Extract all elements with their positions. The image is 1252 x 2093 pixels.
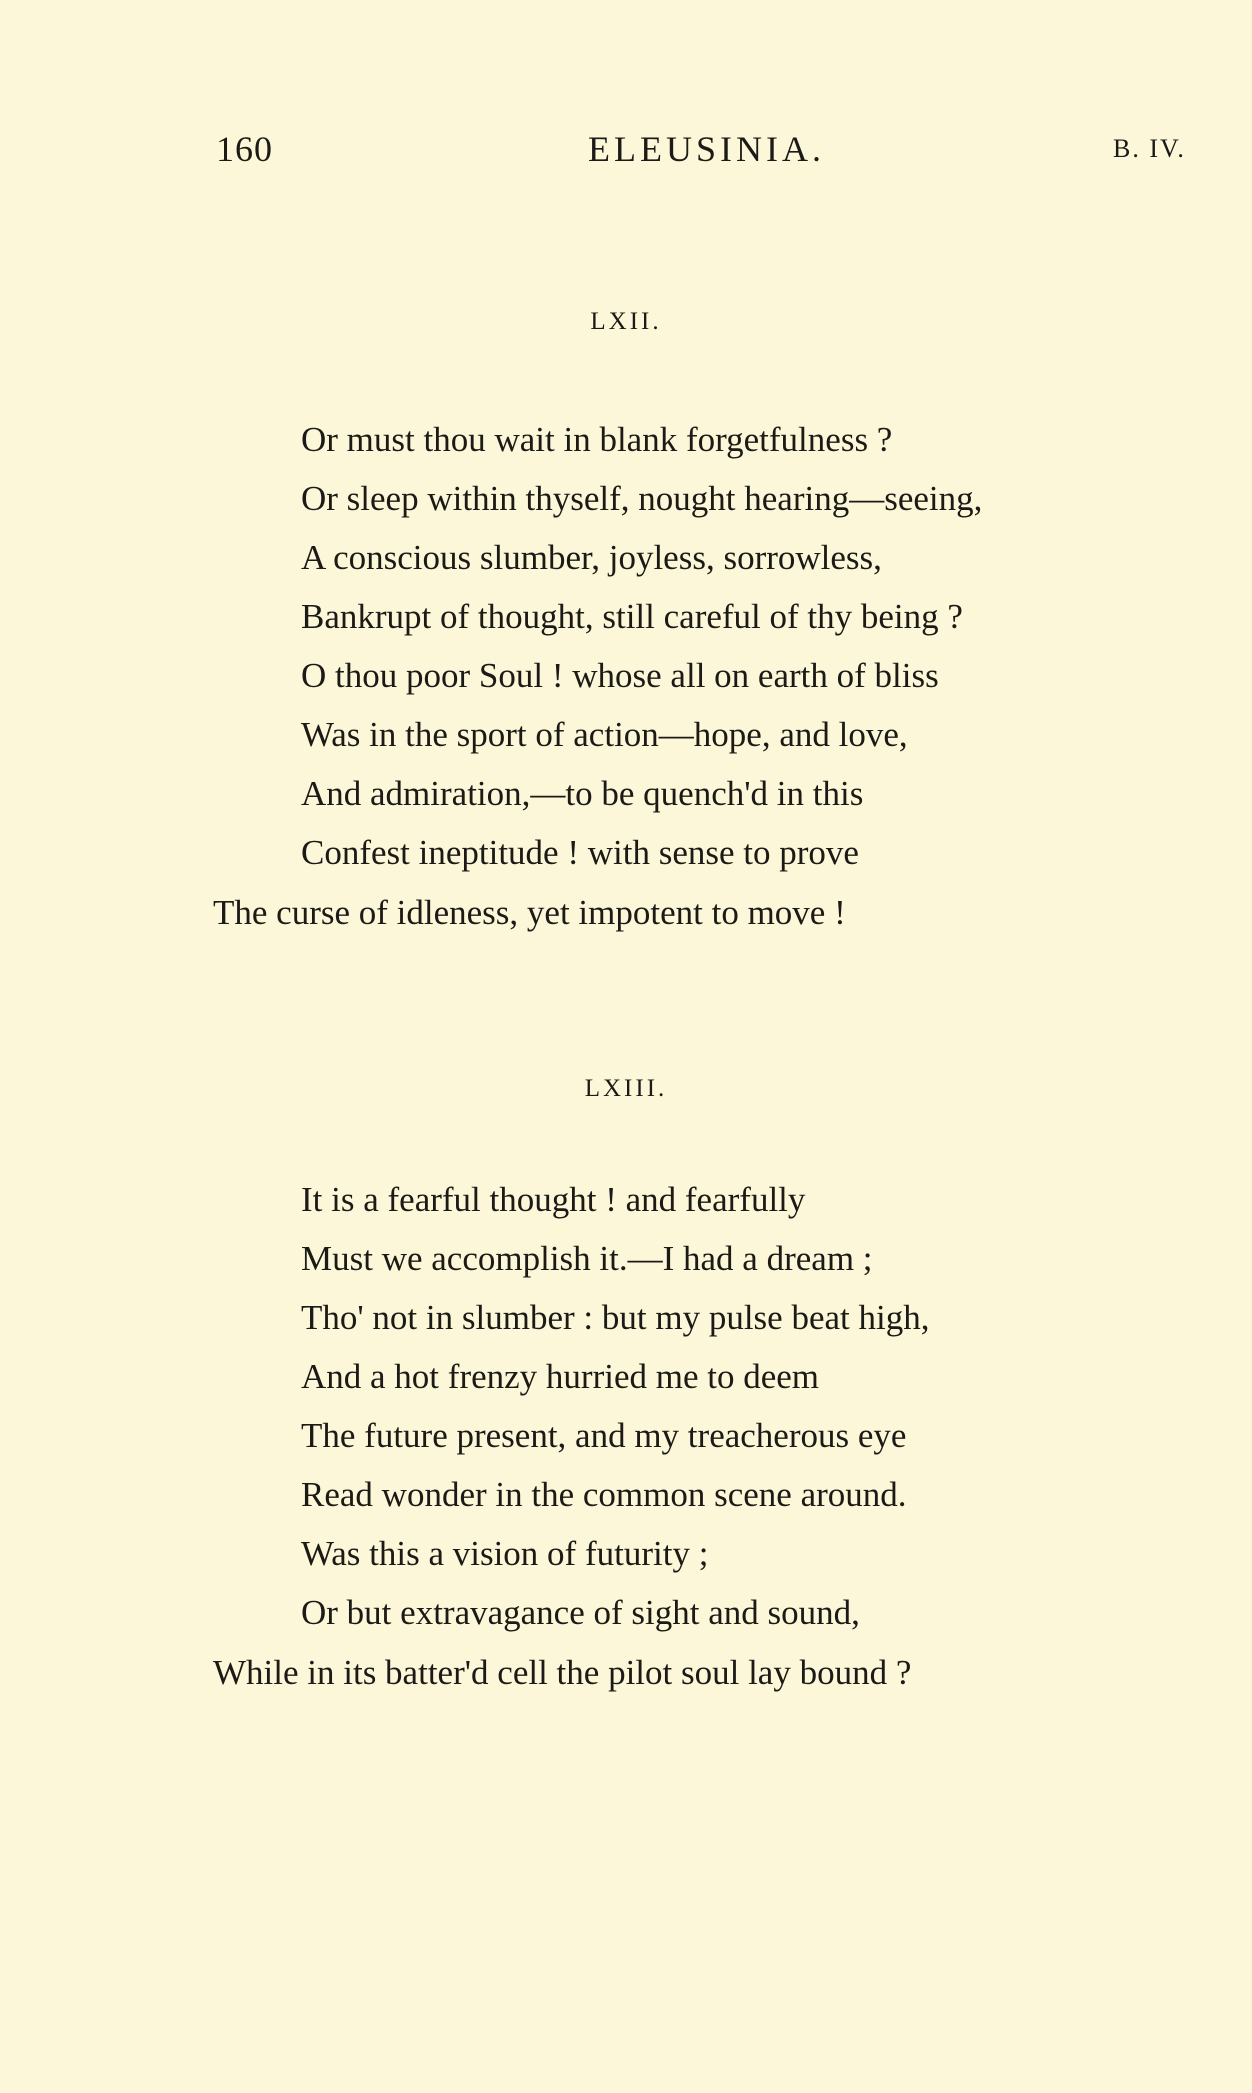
- poem-line: Confest ineptitude ! with sense to prove: [301, 833, 859, 872]
- poem-line: While in its batter'd cell the pilot soul lay bound ?: [213, 1653, 912, 1692]
- poem-line: Or sleep within thyself, nought hearing—seeing,: [301, 479, 983, 518]
- poem-line: The curse of idleness, yet impotent to move !: [213, 893, 846, 932]
- poem-line: Or but extravagance of sight and sound,: [301, 1593, 860, 1632]
- running-head: [0, 128, 1252, 178]
- poem-line: Or must thou wait in blank forgetfulness ?: [301, 420, 893, 459]
- poem-line: It is a fearful thought ! and fearfully: [301, 1180, 806, 1219]
- page-number: 160: [216, 129, 273, 169]
- poem-line: O thou poor Soul ! whose all on earth of bliss: [301, 656, 939, 695]
- poem-line: The future present, and my treacherous eye: [301, 1416, 907, 1455]
- poem-line: Was this a vision of futurity ;: [301, 1534, 709, 1573]
- poem-line: Read wonder in the common scene around.: [301, 1475, 907, 1514]
- running-title: ELEUSINIA.: [588, 129, 825, 169]
- poem-line: Bankrupt of thought, still careful of thy being ?: [301, 597, 963, 636]
- poem-line: Tho' not in slumber : but my pulse beat high,: [301, 1298, 930, 1337]
- poem-line: And a hot frenzy hurried me to deem: [301, 1357, 820, 1396]
- stanza-number: LXII.: [590, 308, 662, 335]
- poem-line: Was in the sport of action—hope, and love,: [301, 715, 908, 754]
- poem-line: And admiration,—to be quench'd in this: [301, 774, 864, 813]
- book-marker: B. IV.: [1113, 134, 1186, 163]
- stanza-number: LXIII.: [584, 1075, 668, 1102]
- poem-line: Must we accomplish it.—I had a dream ;: [301, 1239, 873, 1278]
- poem-line: A conscious slumber, joyless, sorrowless,: [301, 538, 882, 577]
